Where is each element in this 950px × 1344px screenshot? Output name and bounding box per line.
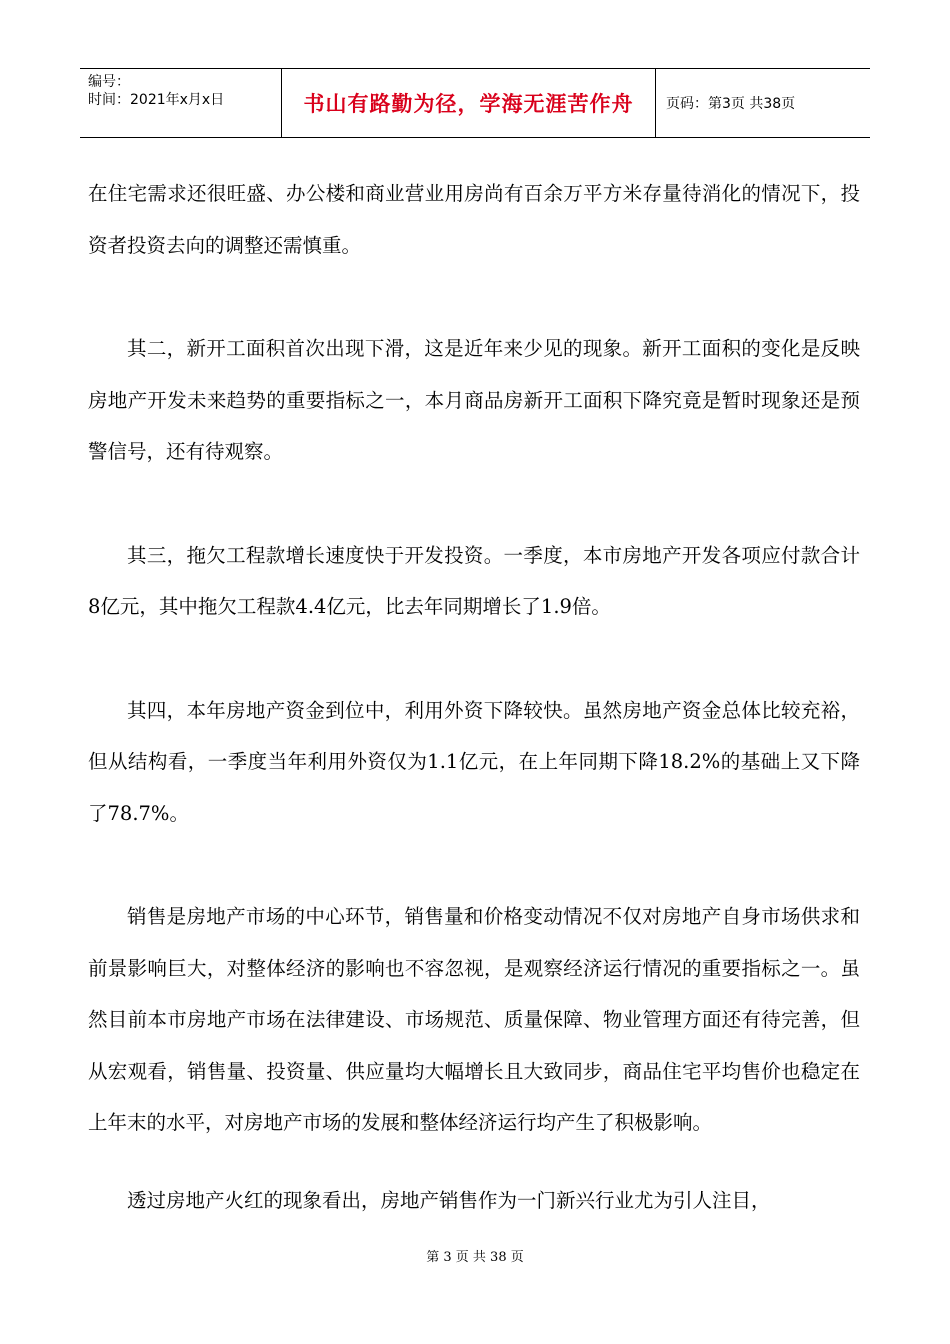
paragraph-point-four: 其四，本年房地产资金到位中，利用外资下降较快。虽然房地产资金总体比较充裕，但从结构看，一季度当年利用外资仅为1.1亿元，在上年同期下降18.2%的基础上又下降了78.7%。 [88, 698, 860, 825]
document-body [88, 168, 860, 1226]
page-header [80, 68, 870, 138]
paragraph-sales: 销售是房地产市场的中心环节，销售量和价格变动情况不仅对房地产自身市场供求和前景影响巨大，对整体经济的影响也不容忽视，是观察经济运行情况的重要指标之一。虽然目前本市房地产市场在法律建设、市场规范、质量保障、物业管理方面还有待完善，但从宏观看，销售量、投资量、供应量均大幅增长且大致同步，商品住宅平均售价也稳定在上年末的水平，对房地产市场的发展和整体经济运行均产生了积极影响。 [88, 905, 860, 1134]
document-number-label: 编号： [88, 74, 130, 90]
page-footer: 第 3 页 共 38 页 [426, 1250, 524, 1265]
document-time: 时间：2021年x月x日 [88, 92, 225, 108]
paragraph-observation: 透过房地产火红的现象看出，房地产销售作为一门新兴行业尤为引人注目， [127, 1188, 771, 1212]
header-page-info: 页码：第3页 共38页 [666, 96, 796, 112]
header-meta [80, 69, 282, 137]
paragraph-point-two: 其二，新开工面积首次出现下滑，这是近年来少见的现象。新开工面积的变化是反映房地产开发未来趋势的重要指标之一，本月商品房新开工面积下降究竟是暂时现象还是预警信号，还有待观察。 [88, 337, 860, 463]
paragraph-continuation: 在住宅需求还很旺盛、办公楼和商业营业用房尚有百余万平方米存量待消化的情况下，投资者投资去向的调整还需慎重。 [88, 182, 860, 257]
paragraph-point-three: 其三，拖欠工程款增长速度快于开发投资。一季度，本市房地产开发各项应付款合计8亿元，其中拖欠工程款4.4亿元，比去年同期增长了1.9倍。 [88, 543, 860, 618]
header-motto: 书山有路勤为径，学海无涯苦作舟 [282, 69, 656, 137]
